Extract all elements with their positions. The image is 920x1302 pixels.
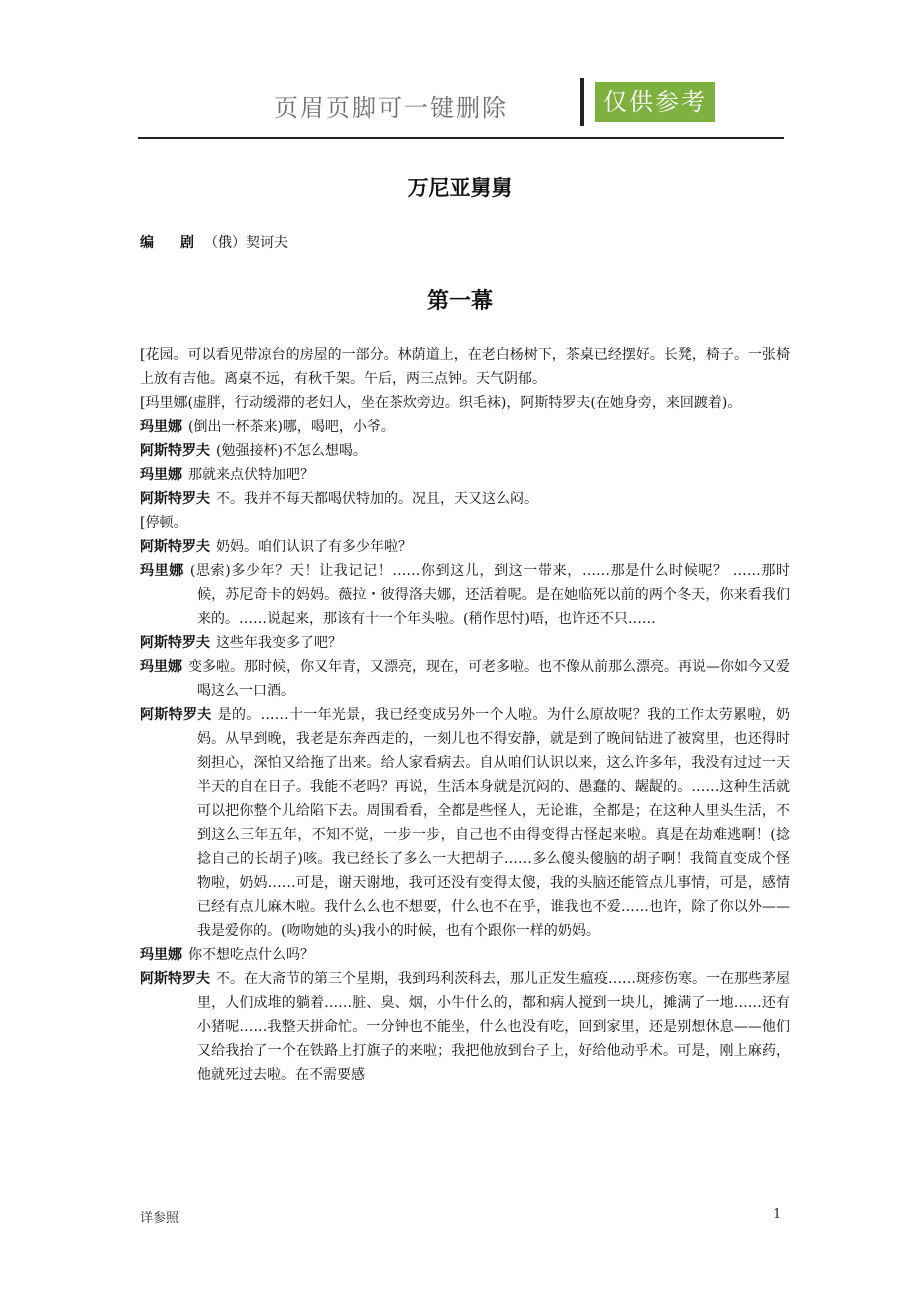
stage-direction: [玛里娜(虚胖，行动缓滞的老妇人，坐在茶炊旁边。织毛袜)，阿斯特罗夫(在她身旁，来回踱着)。 [140, 395, 742, 411]
speaker-name: 阿斯特罗夫 [140, 539, 210, 555]
dialogue-line: 阿斯特罗夫 奶妈。咱们认识了有多少年啦？ [140, 539, 412, 555]
header-text: 页眉页脚可一键删除 [274, 94, 508, 122]
document-title: 万尼亚舅舅 [407, 175, 513, 200]
dialogue-line: 阿斯特罗夫 不。我并不每天都喝伏特加的。况且，天又这么闷。 [140, 491, 538, 507]
speaker-name: 玛里娜 [140, 947, 182, 963]
speaker-name: 阿斯特罗夫 [140, 707, 212, 723]
author-value: （俄）契诃夫 [204, 235, 288, 251]
stage-direction: [停顿。 [140, 515, 188, 531]
footer-note: 详参照 [140, 1211, 180, 1226]
author-label: 编 剧 [140, 235, 200, 251]
author-line [140, 232, 288, 252]
script-body [140, 343, 790, 1087]
speaker-name: 阿斯特罗夫 [140, 491, 210, 507]
dialogue-line: 玛里娜 (思索)多少年？天！让我记记！……你到这儿，到这一带来，……那是什么时候呢？ ……那时候，苏尼奇卡的妈妈。薇拉・彼得洛夫娜，还活着呢。是在她临死以前的两个冬天，你来看我们来的。……说起来，那该有十一个年头啦。(稍作思忖)唔，也许还不只…… [140, 563, 791, 627]
header-rule [138, 137, 784, 139]
speaker-name: 玛里娜 [140, 467, 182, 483]
speaker-name: 玛里娜 [140, 563, 184, 579]
stage-direction: [花园。可以看见带凉台的房屋的一部分。林荫道上，在老白杨树下，茶桌已经摆好。长凳，椅子。一张椅上放有吉他。离桌不远，有秋千架。午后，两三点钟。天气阴郁。 [140, 347, 790, 387]
speaker-name: 玛里娜 [140, 419, 182, 435]
dialogue-line: 玛里娜 (倒出一杯茶来)哪，喝吧，小爷。 [140, 419, 395, 435]
speaker-name: 阿斯特罗夫 [140, 971, 210, 987]
dialogue-line: 玛里娜 那就来点伏特加吧？ [140, 467, 314, 483]
act-heading: 第一幕 [426, 288, 493, 314]
page-header [196, 78, 728, 128]
dialogue-line: 玛里娜 你不想吃点什么吗？ [140, 947, 314, 963]
header-divider [580, 78, 584, 126]
speaker-name: 玛里娜 [140, 659, 182, 675]
reference-badge: 仅供参考 [595, 82, 715, 122]
speaker-name: 阿斯特罗夫 [140, 635, 210, 651]
dialogue-line: 阿斯特罗夫 这些年我变多了吧？ [140, 635, 342, 651]
dialogue-line: 阿斯特罗夫 (勉强接杯)不怎么想喝。 [140, 443, 367, 459]
page-number: 1 [773, 1207, 782, 1222]
dialogue-line: 阿斯特罗夫 不。在大斋节的第三个星期，我到玛利茨科去，那儿正发生瘟疫……斑疹伤寒。一在那些茅屋里，人们成堆的躺着……脏、臭、烟，小牛什么的，都和病人搅到一块儿，摊满了一地……还有小猪呢……我整天拼命忙。一分钟也不能坐，什么也没有吃，回到家里，还是别想休息——他们又给我抬了一个在铁路上打旗子的来啦；我把他放到台子上，好给他动乎术。可是，刚上麻药，他就死过去啦。在不需要感 [140, 971, 790, 1083]
dialogue-line: 阿斯特罗夫 是的。……十一年光景，我已经变成另外一个人啦。为什么原故呢？我的工作太劳累啦，奶妈。从早到晚，我老是东奔西走的，一刻儿也不得安静，就是到了晚间钻进了被窝里，也还得时刻担心，深怕又给拖了出来。给人家看病去。自从咱们认识以来，这么许多年，我没有过过一天半天的自在日子。我能不老吗？再说，生活本身就是沉闷的、愚蠢的、龌龊的。……这种生活就可以把你整个儿给陷下去。周围看看，全都是些怪人，无论谁，全都是；在这种人里头生活，不到这么三年五年，不知不觉，一步一步，自己也不由得变得古怪起来啦。真是在劫难逃啊！(捻捻自己的长胡子)咳。我已经长了多么一大把胡子……多么傻头傻脑的胡子啊！我简直变成个怪物啦，奶妈……可是，谢天谢地，我可还没有变得太傻，我的头脑还能管点儿事情，可是，感情已经有点儿麻木啦。我什么么也不想要，什么也不在乎，谁我也不爱……也许，除了你以外——我是爱你的。(吻吻她的头)我小的时候，也有个跟你一样的奶妈。 [140, 707, 791, 939]
dialogue-line: 玛里娜 变多啦。那时候，你又年青，又漂亮，现在，可老多啦。也不像从前那么漂亮。再说—你如今又爱喝这么一口酒。 [140, 659, 790, 699]
speaker-name: 阿斯特罗夫 [140, 443, 210, 459]
